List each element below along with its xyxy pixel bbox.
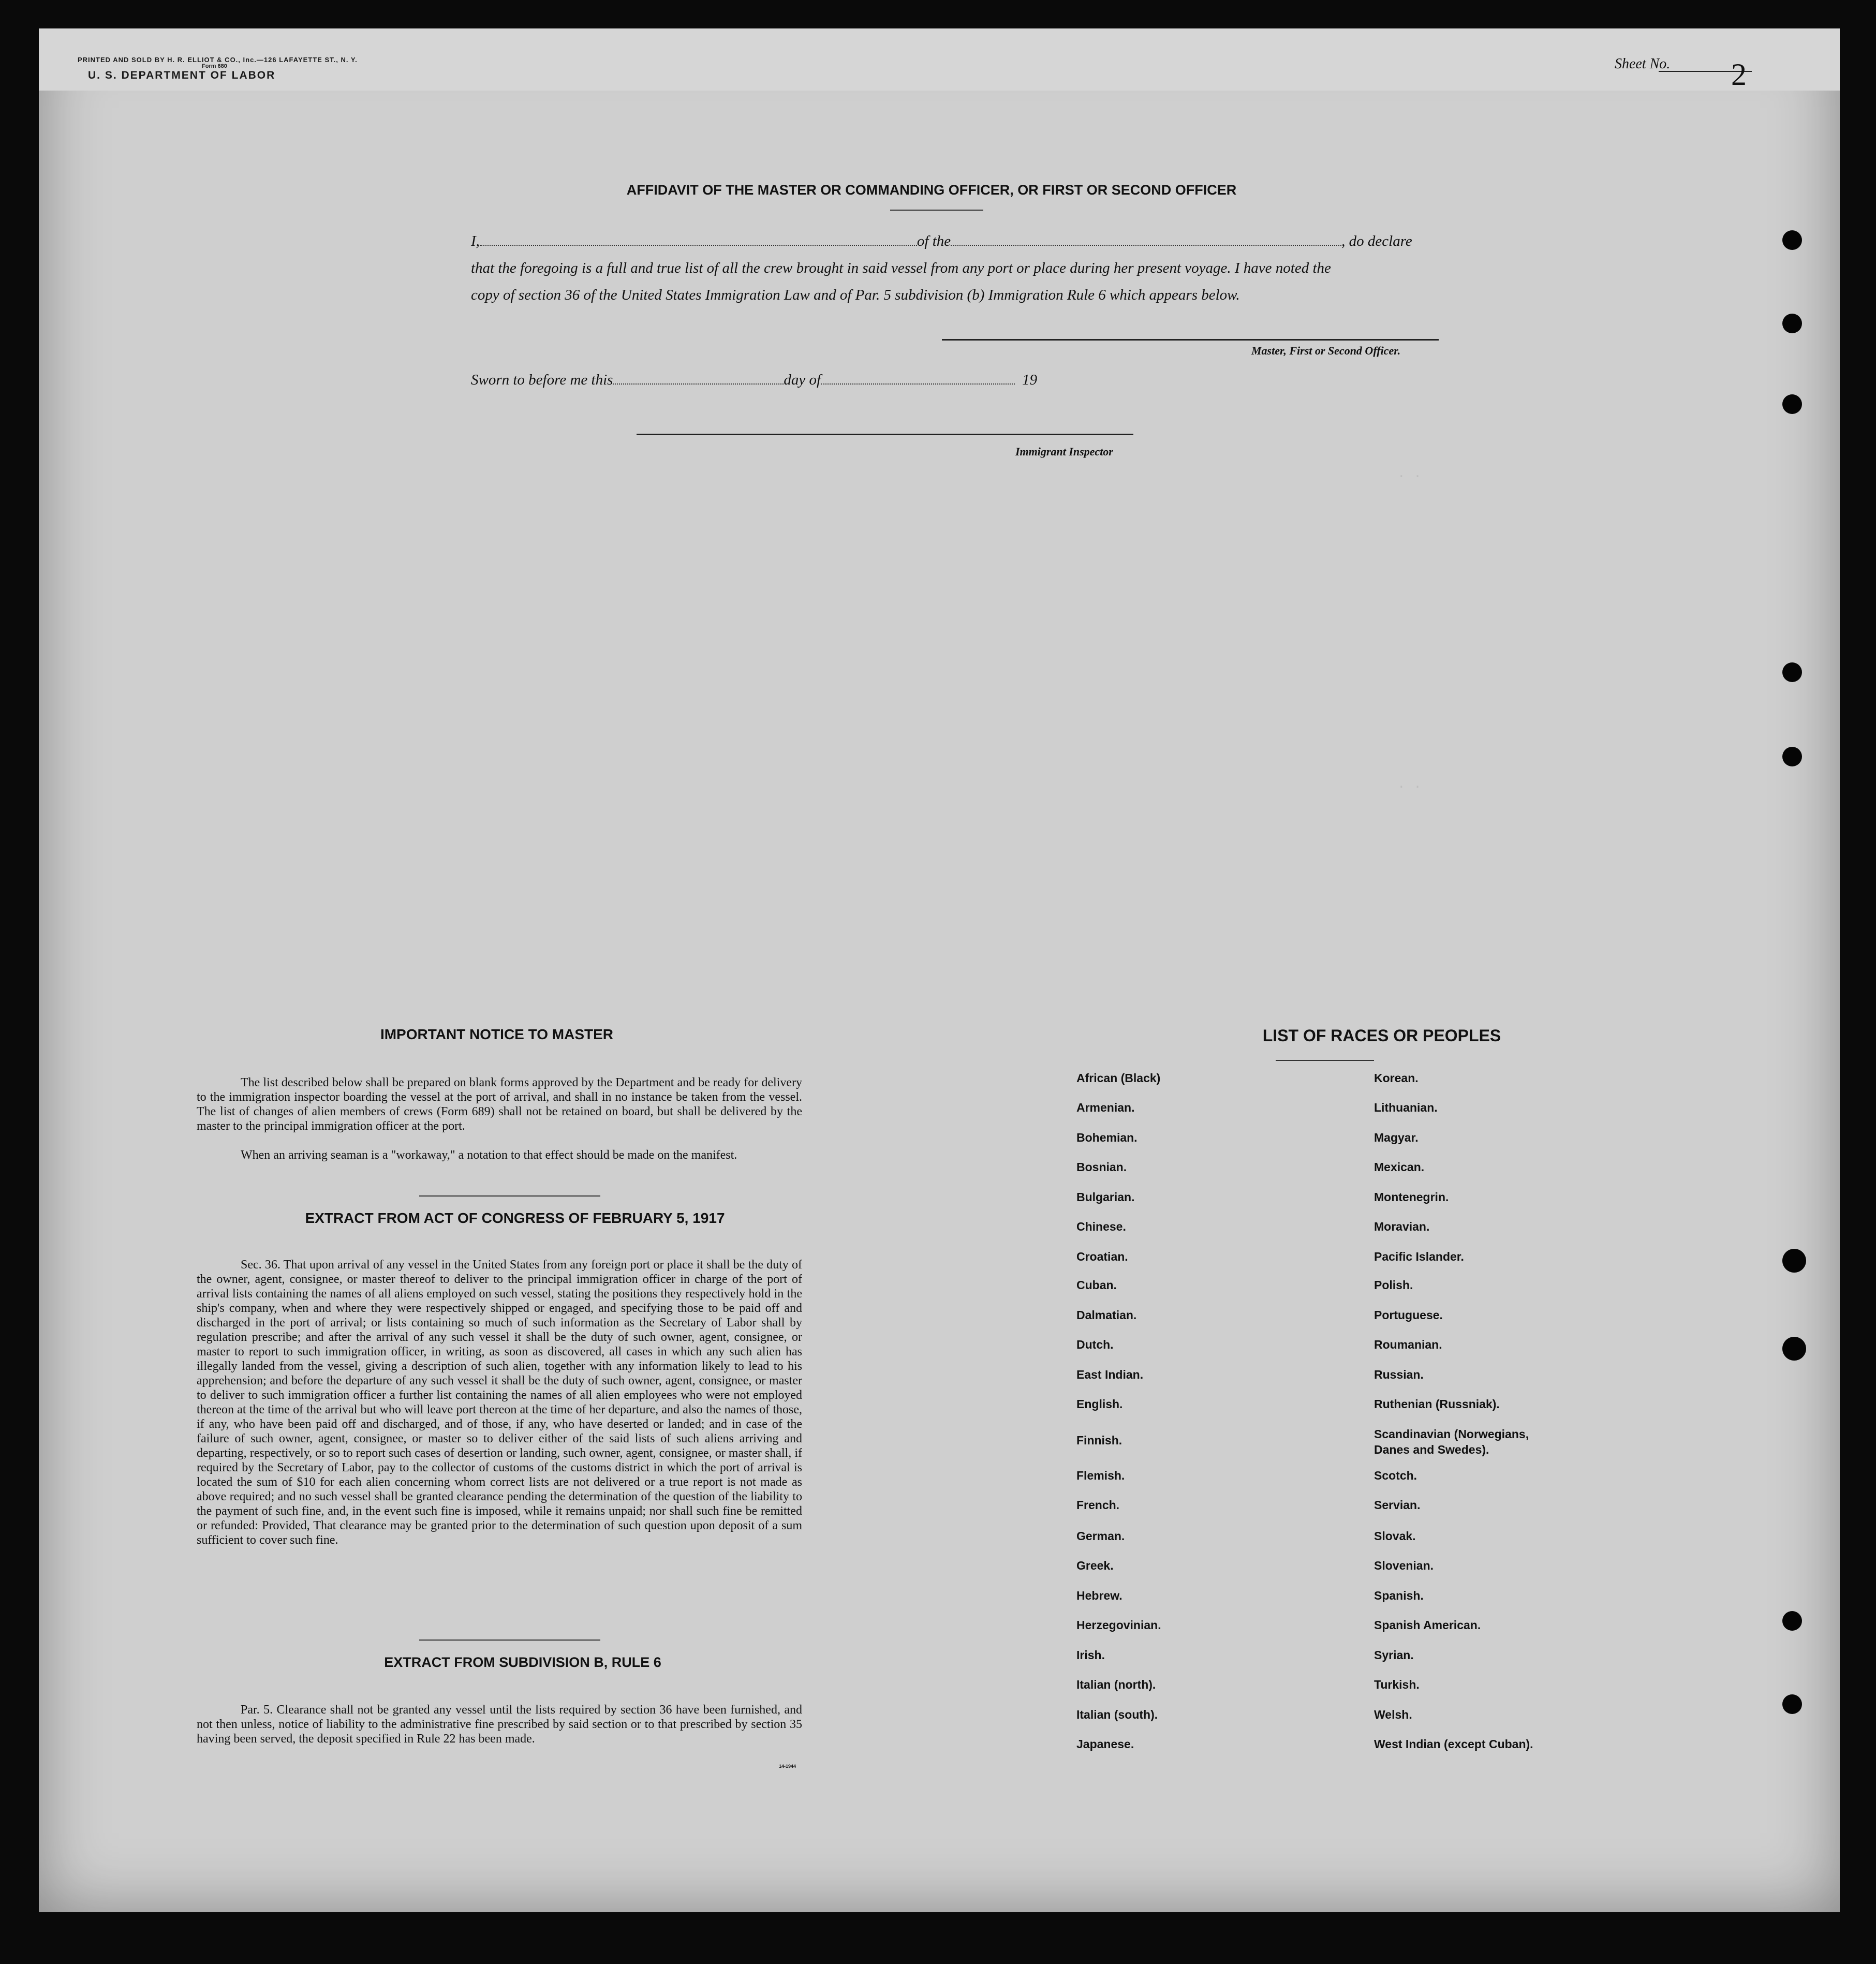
race-entry: Irish.: [1076, 1648, 1105, 1662]
race-entry: Pacific Islander.: [1374, 1250, 1464, 1263]
sheet-number-value: 2: [1731, 57, 1747, 92]
binder-hole: [1782, 314, 1802, 333]
race-entry: West Indian (except Cuban).: [1374, 1737, 1533, 1751]
notice-paragraph-1: The list described below shall be prepared on blank forms approved by the Department and be ready for delivery to the immigration inspector boarding the vessel at the port of arrival, and shall in no instance be taken from the vessel. The list of changes of alien members of crews (Form 689) shall not be retained on board, but shall be delivered by the master to the principal immigration officer at the port.: [197, 1076, 802, 1133]
year-prefix: 19: [1022, 372, 1038, 388]
race-entry: Bosnian.: [1076, 1160, 1127, 1174]
declarant-prefix: I,: [471, 233, 480, 249]
sworn-prefix: Sworn to before me this: [471, 372, 613, 388]
races-rule: [1276, 1060, 1374, 1061]
form-number: Form 680: [202, 63, 227, 69]
race-entry: Scandinavian (Norwegians,: [1374, 1427, 1529, 1441]
race-entry: Slovak.: [1374, 1529, 1416, 1543]
sworn-line: [471, 372, 1037, 389]
vessel-prefix: of the: [917, 233, 951, 249]
race-entry: Bulgarian.: [1076, 1190, 1135, 1204]
binder-hole: [1782, 662, 1802, 682]
race-entry: Roumanian.: [1374, 1338, 1442, 1351]
binder-hole: [1782, 1337, 1806, 1361]
race-entry: Russian.: [1374, 1368, 1424, 1381]
rule-extract-text: Par. 5. Clearance shall not be granted any vessel until the lists required by section 36 have been furnished, and not then unless, notice of liability to the administrative fine prescribed by said section or to that prescribed by section 35 having been served, the deposit specified in Rule 22 has been made.: [197, 1703, 802, 1746]
race-entry: Servian.: [1374, 1498, 1421, 1512]
vessel-name-field[interactable]: [951, 235, 1341, 246]
race-entry: Polish.: [1374, 1278, 1413, 1292]
rule-extract-title: EXTRACT FROM SUBDIVISION B, RULE 6: [384, 1655, 661, 1670]
race-entry: Cuban.: [1076, 1278, 1117, 1292]
race-entry: Armenian.: [1076, 1101, 1135, 1114]
affidavit-title: AFFIDAVIT OF THE MASTER OR COMMANDING OFFICER, OR FIRST OR SECOND OFFICER: [626, 182, 1237, 198]
declarant-name-field[interactable]: [480, 235, 917, 246]
race-entry: Welsh.: [1374, 1708, 1412, 1721]
race-entry: Mexican.: [1374, 1160, 1425, 1174]
title-rule: [890, 210, 983, 211]
race-entry: Danes and Swedes).: [1374, 1443, 1489, 1456]
binder-hole: [1782, 1611, 1802, 1631]
binder-hole: [1782, 1249, 1806, 1273]
bleed-through-text: . .: [1397, 776, 1422, 792]
race-entry: Moravian.: [1374, 1220, 1430, 1233]
day-of-label: day of: [784, 372, 821, 388]
race-entry: Dalmatian.: [1076, 1308, 1137, 1322]
race-entry: Spanish.: [1374, 1589, 1424, 1602]
race-entry: Italian (north).: [1076, 1678, 1156, 1691]
race-entry: Finnish.: [1076, 1434, 1122, 1447]
race-entry: Lithuanian.: [1374, 1101, 1438, 1114]
race-entry: Ruthenian (Russniak).: [1374, 1397, 1500, 1411]
affidavit-body: [471, 228, 1444, 308]
binder-hole: [1782, 1694, 1802, 1714]
race-entry: Japanese.: [1076, 1737, 1134, 1751]
race-entry: Italian (south).: [1076, 1708, 1158, 1721]
declare-text: , do declare: [1341, 233, 1412, 249]
race-entry: Montenegrin.: [1374, 1190, 1449, 1204]
sheet-number-label: Sheet No.: [1615, 56, 1671, 72]
notice-paragraph-2: When an arriving seaman is a "workaway," a notation to that effect should be made on the manifest.: [241, 1148, 737, 1162]
race-entry: Scotch.: [1374, 1469, 1417, 1482]
sworn-day-field[interactable]: [613, 374, 784, 385]
race-entry: Chinese.: [1076, 1220, 1126, 1233]
inspector-signature-line[interactable]: [637, 434, 1133, 435]
binder-hole: [1782, 230, 1802, 250]
binder-hole: [1782, 747, 1802, 766]
document-sheet: [39, 28, 1840, 1912]
binder-hole: [1782, 394, 1802, 414]
race-entry: Portuguese.: [1374, 1308, 1443, 1322]
act-extract-text: Sec. 36. That upon arrival of any vessel in the United States from any foreign port or place it shall be the duty of the owner, agent, consignee, or master thereof to deliver to the principal immigration officer in charge of the port of arrival lists containing the names of all aliens employed on such vessel, stating the positions they respectively hold in the ship's company, when and where they were respectively shipped or engaged, and specifying those to be paid off and discharged in the port of arrival; or lists containing so much of such information as the Secretary of Labor shall by regulation prescribe; and after the arrival of any such vessel it shall be the duty of such owner, agent, consignee, or master to report to such immigration officer, in writing, as soon as discovered, all cases in which any such alien has illegally landed from the vessel, giving a description of such alien, together with any information likely to lead to his apprehension; and before the departure of any such vessel it shall be the duty of such owner, agent, consignee, or master to deliver to such immigration officer a further list containing the names of all alien employees who were not employed thereon at the time of the arrival but who will leave port thereon at the time of her departure, and also the names of those, if any, who have been paid off and discharged, and of those, if any, who have deserted or landed; and in case of the failure of such owner, agent, consignee, or master so to deliver either of the said lists of such aliens arriving and departing, respectively, or so to report such cases of desertion or landing, such owner, agent, consignee, or master shall, if required by the Secretary of Labor, pay to the collector of customs of the customs district in which the port of arrival is located the sum of $10 for each alien concerning whom correct lists are not delivered or a true report is not made as above required; and no such vessel shall be granted clearance pending the determination of the question of the liability to the payment of such fine, and, in the event such fine is imposed, while it remains unpaid; nor shall such fine be remitted or refunded: Provided, That clearance may be granted prior to the determination of such question upon deposit of a sum sufficient to cover such fine.: [197, 1258, 802, 1547]
department-name: U. S. DEPARTMENT OF LABOR: [88, 69, 276, 81]
race-entry: Turkish.: [1374, 1678, 1420, 1691]
notice-rule: [419, 1195, 600, 1197]
race-entry: Dutch.: [1076, 1338, 1114, 1351]
form-print-code: 14-1944: [779, 1764, 796, 1769]
race-entry: Spanish American.: [1374, 1618, 1481, 1632]
races-title: LIST OF RACES OR PEOPLES: [1262, 1026, 1501, 1045]
race-entry: Korean.: [1374, 1071, 1419, 1085]
race-entry: French.: [1076, 1498, 1120, 1512]
race-entry: Greek.: [1076, 1559, 1114, 1572]
master-signature-label: Master, First or Second Officer.: [1251, 344, 1401, 357]
printer-imprint: PRINTED AND SOLD BY H. R. ELLIOT & CO., Inc.—126 LAFAYETTE ST., N. Y.: [78, 56, 358, 64]
inspector-signature-label: Immigrant Inspector: [1015, 445, 1113, 458]
act-extract-rule: [419, 1640, 600, 1641]
race-entry: Bohemian.: [1076, 1131, 1138, 1144]
bleed-through-text: . .: [1397, 466, 1422, 481]
declaration-text-line-2: that the foregoing is a full and true list of all the crew brought in said vessel from any port or place during her present voyage. I have noted the: [471, 260, 1331, 276]
sworn-month-field[interactable]: [821, 374, 1015, 385]
master-signature-line[interactable]: [942, 339, 1439, 341]
declaration-text-line-3: copy of section 36 of the United States Immigration Law and of Par. 5 subdivision (b) Immigration Rule 6 which appears below.: [471, 287, 1240, 303]
race-entry: Hebrew.: [1076, 1589, 1122, 1602]
race-entry: German.: [1076, 1529, 1125, 1543]
race-entry: Herzegovinian.: [1076, 1618, 1161, 1632]
race-entry: African (Black): [1076, 1071, 1161, 1085]
race-entry: Syrian.: [1374, 1648, 1414, 1662]
notice-title: IMPORTANT NOTICE TO MASTER: [380, 1026, 614, 1042]
race-entry: Croatian.: [1076, 1250, 1128, 1263]
race-entry: Flemish.: [1076, 1469, 1125, 1482]
race-entry: East Indian.: [1076, 1368, 1144, 1381]
race-entry: English.: [1076, 1397, 1123, 1411]
race-entry: Magyar.: [1374, 1131, 1419, 1144]
declaration-line: [471, 228, 1444, 255]
race-entry: Slovenian.: [1374, 1559, 1434, 1572]
act-extract-title: EXTRACT FROM ACT OF CONGRESS OF FEBRUARY 5, 1917: [305, 1210, 725, 1226]
